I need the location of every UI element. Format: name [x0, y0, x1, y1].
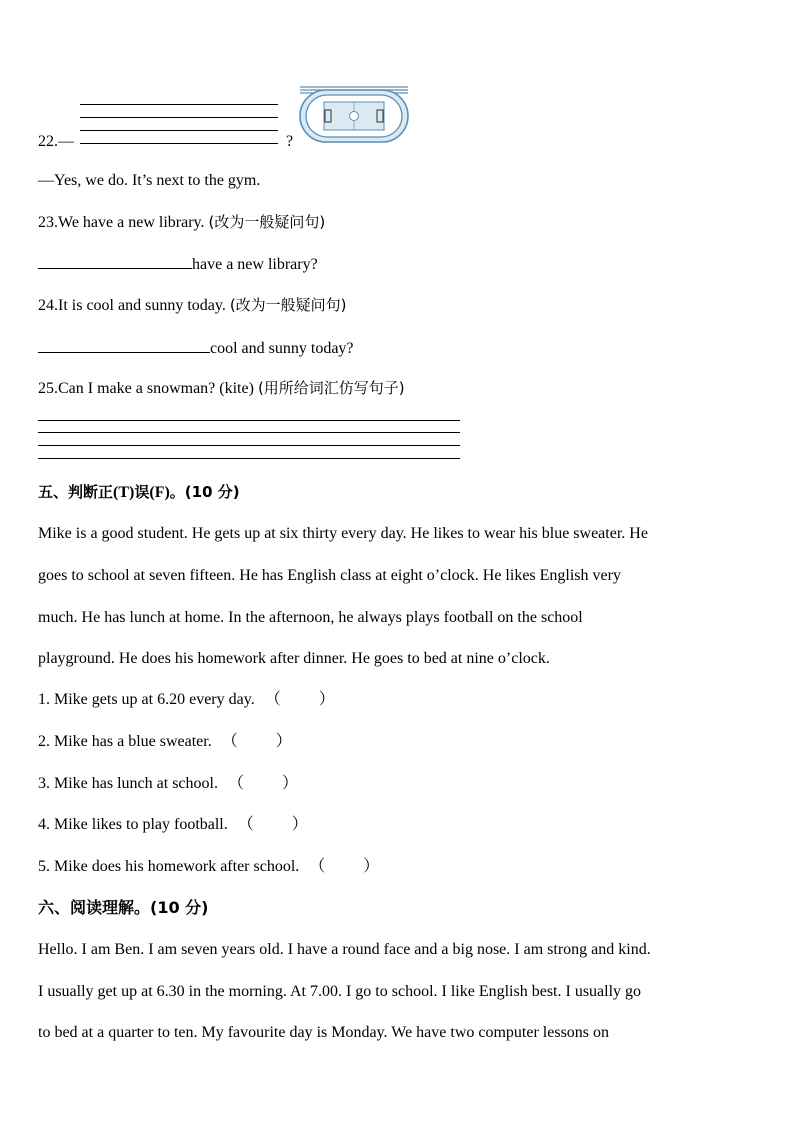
- q24-prompt-line: [38, 295, 347, 316]
- tf-item-4: 4. Mike likes to play football. （ ）: [38, 816, 308, 833]
- tf-item-1: 1. Mike gets up at 6.20 every day. （ ）: [38, 691, 335, 708]
- q22-question-mark: ?: [286, 133, 294, 150]
- q22-dash: —: [58, 133, 74, 150]
- q25-instruction: (用所给词汇仿写句子): [257, 379, 405, 397]
- q23-instruction: (改为一般疑问句): [208, 213, 326, 231]
- q24-answer-line: [38, 338, 354, 359]
- section6-passage-line-1: Hello. I am Ben. I am seven years old. I have a round face and a big nose. I am strong and kind.: [38, 941, 651, 958]
- q23-prompt: 23.We have a new library.: [38, 214, 205, 231]
- section5-passage-line-1: Mike is a good student. He gets up at six thirty every day. He likes to wear his blue sweater. He: [38, 525, 648, 542]
- q22-number: 22.: [38, 133, 58, 150]
- section5-passage-line-4: playground. He does his homework after dinner. He goes to bed at nine o’clock.: [38, 650, 550, 667]
- q22-prompt: [38, 132, 298, 152]
- section5-passage-line-2: goes to school at seven fifteen. He has English class at eight o’clock. He likes English very: [38, 567, 621, 584]
- q22-answer-line-1[interactable]: [80, 104, 278, 105]
- section6-passage-line-3: to bed at a quarter to ten. My favourite day is Monday. We have two computer lessons on: [38, 1024, 610, 1041]
- section6-passage-line-2: I usually get up at 6.30 in the morning. At 7.00. I go to school. I like English best. I usually go: [38, 983, 642, 1000]
- section5-passage-line-3: much. He has lunch at home. In the afternoon, he always plays football on the school: [38, 609, 583, 626]
- tf-answer-box-3[interactable]: （ ）: [227, 775, 298, 792]
- tf-item-3: 3. Mike has lunch at school. （ ）: [38, 775, 298, 792]
- q24-instruction: (改为一般疑问句): [229, 296, 347, 314]
- q25-answer-line-1[interactable]: [38, 420, 460, 421]
- q25-prompt: 25.Can I make a snowman? (kite): [38, 380, 254, 397]
- q23-blank[interactable]: [38, 254, 192, 269]
- tf-answer-box-4[interactable]: （ ）: [237, 816, 308, 833]
- q25-answer-line-3[interactable]: [38, 445, 460, 446]
- q25-prompt-line: [38, 378, 405, 399]
- q24-prompt: 24.It is cool and sunny today.: [38, 297, 226, 314]
- q22-answer: —Yes, we do. It’s next to the gym.: [38, 172, 261, 189]
- q23-answer-line: [38, 254, 318, 275]
- running-track-icon: [298, 84, 410, 144]
- tf-answer-box-1[interactable]: （ ）: [264, 691, 335, 708]
- q24-blank[interactable]: [38, 338, 210, 353]
- q24-answer-tail: cool and sunny today?: [210, 340, 354, 357]
- section6-heading: 六、阅读理解。(10 分): [38, 898, 209, 917]
- q22-answer-line-3[interactable]: [80, 130, 278, 131]
- q25-answer-line-4[interactable]: [38, 458, 460, 459]
- tf-item-5: 5. Mike does his homework after school. （ ）: [38, 858, 380, 875]
- q23-answer-tail: have a new library?: [192, 256, 318, 273]
- section5-heading: 五、判断正(T)误(F)。(10 分): [38, 483, 240, 501]
- tf-answer-box-2[interactable]: （ ）: [221, 733, 292, 750]
- tf-answer-box-5[interactable]: （ ）: [309, 858, 380, 875]
- q25-answer-line-2[interactable]: [38, 432, 460, 433]
- q22-answer-line-2[interactable]: [80, 117, 278, 118]
- q23-prompt-line: [38, 212, 325, 233]
- tf-item-2: 2. Mike has a blue sweater. （ ）: [38, 733, 292, 750]
